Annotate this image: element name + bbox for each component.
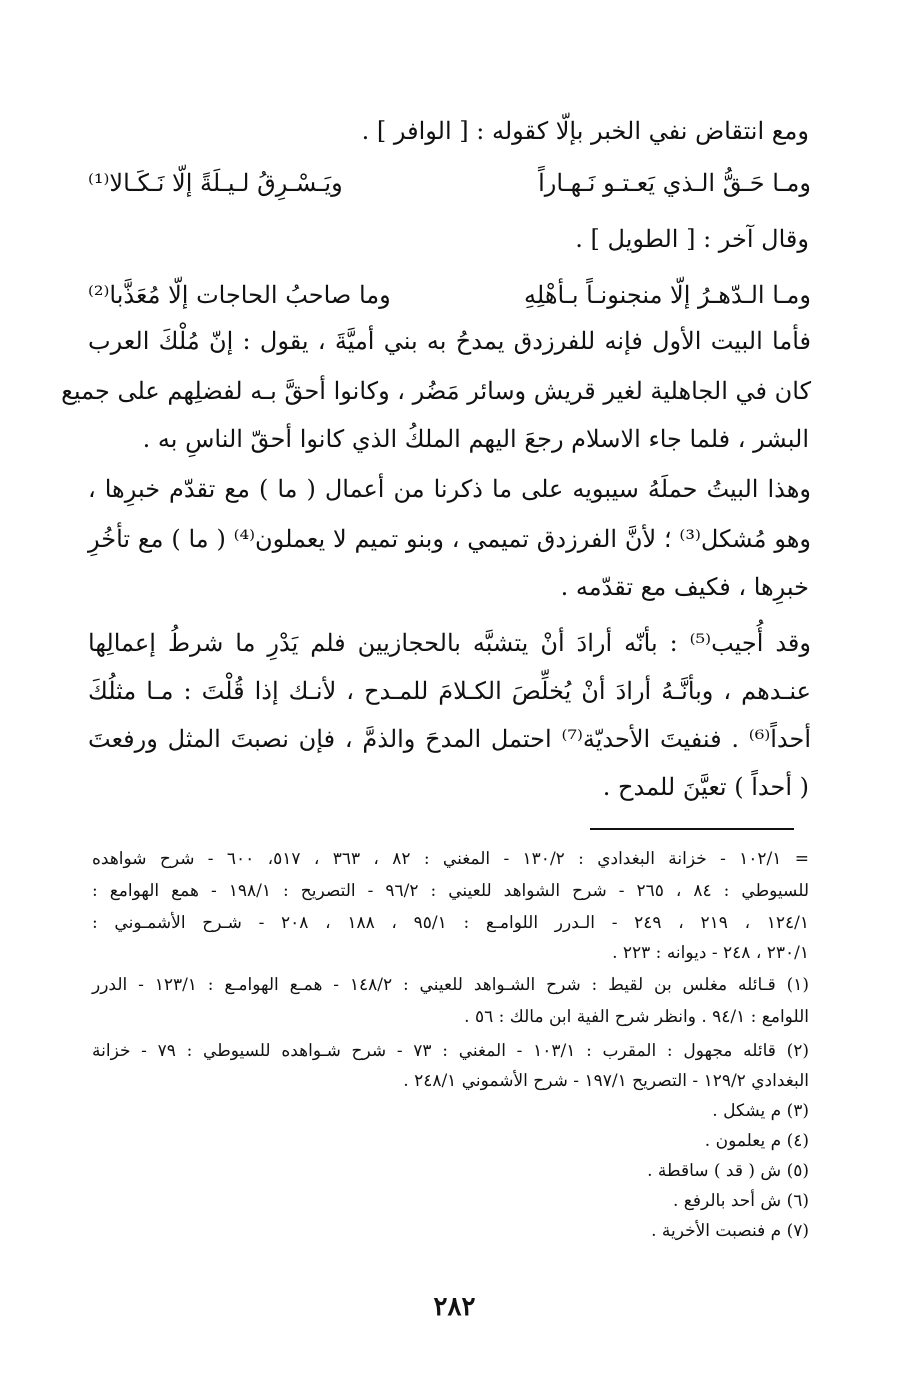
footnote-6: (٦) ش أحد بالرفع . xyxy=(673,1191,809,1211)
footnote-continued-line-3: ١٢٤/١ ، ٢١٩ ، ٢٤٩ - الـدرر اللوامـع : ٩٥/١ ، ١٨٨ ، ٢٠٨ - شـرح الأشمـوني : xyxy=(92,913,810,933)
footnote-continued-line-4: ٢٣٠/١ ، ٢٤٨ - ديوانه : ٢٢٣ . xyxy=(612,943,809,963)
paragraph-1-line-1: فأما البيت الأول فإنه للفرزدق يمدحُ به بني أميَّةَ ، يقول : إنّ مُلْكَ العرب xyxy=(88,327,811,355)
paragraph-1-line-3: البشر ، فلما جاء الاسلام رجعَ اليهم الملكُ الذي كانوا أحقّ الناسِ به . xyxy=(142,425,809,453)
verse-2 xyxy=(88,278,811,312)
footnote-5: (٥) ش ( قد ) ساقطة . xyxy=(647,1161,809,1181)
page-number: ٢٨٢ xyxy=(433,1292,476,1322)
paragraph-2-line-1: وهذا البيتُ حملَهُ سيبويه على ما ذكرنا من أعمال ( ما ) مع تقدّم خبرِها ، xyxy=(88,475,811,503)
footnote-separator xyxy=(590,828,794,830)
paragraph-3-line-1: وقد أُجيب⁽⁵⁾ : بأنّه أرادَ أنْ يتشبَّه بالحجازيين فلم يَدْرِ ما شرطُ إعمالِها xyxy=(88,629,811,657)
intro-line-wafir: ومع انتقاض نفي الخبر بإلّا كقوله : [ الوافر ] . xyxy=(361,117,809,145)
paragraph-2-line-3: خبرِها ، فكيف مع تقدّمه . xyxy=(560,573,809,601)
verse-1 xyxy=(88,166,811,200)
intro-line-tawil: وقال آخر : [ الطويل ] . xyxy=(575,225,809,253)
footnote-2-line-1: (٢) قائله مجهول : المقرب : ١٠٣/١ - المغني : ٧٣ - شرح شـواهده للسيوطي : ٧٩ - خزانة xyxy=(92,1041,809,1061)
footnote-3: (٣) م يشكل . xyxy=(712,1101,809,1121)
paragraph-3-line-3: أحداً⁽⁶⁾ . فنفيتَ الأحديّة⁽⁷⁾ احتمل المدحَ والذمَّ ، فإن نصبتَ المثل ورفعتَ xyxy=(88,725,811,753)
verse-2-hemistich-1: ومـا الـدّهـرُ إلّا منجنونـاً بـأهْلِهِ xyxy=(524,281,811,309)
paragraph-3-line-4: ( أحداً ) تعيَّنَ للمدح . xyxy=(602,773,809,801)
paragraph-3-line-2: عنـدهم ، وبأنَّـهُ أرادَ أنْ يُخلِّصَ الكـلامَ للمـدح ، لأنـك إذا قُلْتَ : مـا مثلُكَ xyxy=(88,677,811,705)
paragraph-2-line-2: وهو مُشكل⁽³⁾ ؛ لأنَّ الفرزدق تميمي ، وبنو تميم لا يعملون⁽⁴⁾ ( ما ) مع تأخُرِ xyxy=(88,525,811,553)
footnote-2-line-2: البغدادي ١٢٩/٢ - التصريح ١٩٧/١ - شرح الأشموني ٢٤٨/١ . xyxy=(403,1071,809,1091)
footnote-4: (٤) م يعلمون . xyxy=(704,1131,809,1151)
footnote-continued-line-2: للسيوطي : ٨٤ ، ٢٦٥ - شرح الشواهد للعيني : ٩٦/٢ - التصريح : ١٩٨/١ - همع الهوامع : xyxy=(92,881,809,901)
footnote-1-line-1: (١) قـائله مغلس بن لقيط : شرح الشـواهد للعيني : ١٤٨/٢ - همـع الهوامـع : ١٢٣/١ - الدرر xyxy=(92,975,809,995)
paragraph-1-line-2: كان في الجاهلية لغير قريش وسائر مَضُر ، وكانوا أحقَّ بـه لفضلِهم على جميع xyxy=(61,377,811,405)
verse-1-hemistich-2: ويَـسْـرِقُ لـيـلَةً إلّا نَـكَـالا⁽¹⁾ xyxy=(88,169,343,197)
verse-1-hemistich-1: ومـا حَـقُّ الـذي يَعـتـو نَـهـاراً xyxy=(538,169,811,197)
footnote-7: (٧) م فنصبت الأخرية . xyxy=(651,1221,809,1241)
footnote-continued-line-1: = ١٠٢/١ - خزانة البغدادي : ١٣٠/٢ - المغني : ٨٢ ، ٣٦٣ ، ٥١٧، ٦٠٠ - شرح شواهده xyxy=(92,849,809,869)
footnote-1-line-2: اللوامع : ٩٤/١ . وانظر شرح الفية ابن مالك : ٥٦ . xyxy=(464,1007,809,1027)
verse-2-hemistich-2: وما صاحبُ الحاجات إلّا مُعَذَّبا⁽²⁾ xyxy=(88,281,391,309)
